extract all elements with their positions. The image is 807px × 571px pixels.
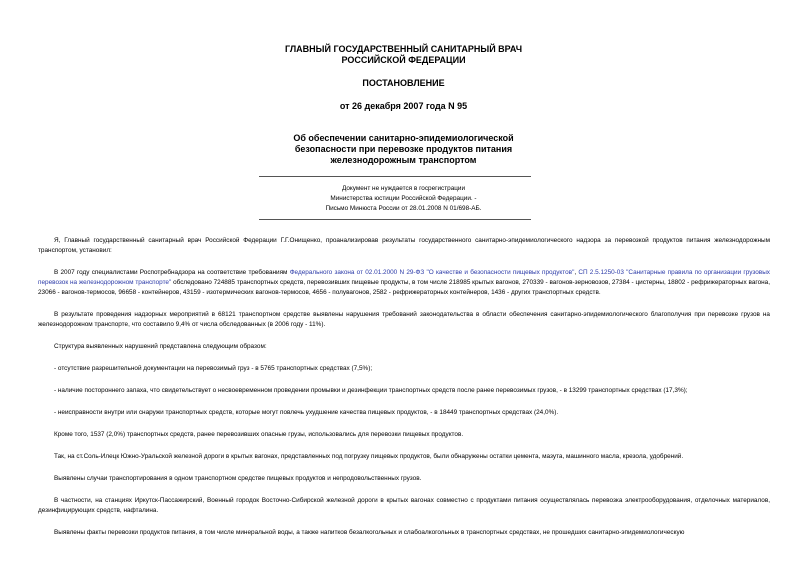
paragraph-sol-iletsk: Так, на ст.Соль-Илецк Южно-Уральской железной дороги в крытых вагонах, представленных под погрузку пищевых продуктов, были обнаружены остатки цемента, мазута, машинного масла, крезола, удобрений. <box>54 453 684 460</box>
paragraph-irkutsk: В частности, на станциях Иркутск-Пассажирский, Военный городок Восточно-Сибирской железной дороги в крытых вагонах совместно с продуктами питания осуществлялась перевозка электрооборудования, отделочных материалов, дезинфицирующих средств, нафталина. <box>38 497 770 514</box>
registration-note-line-1: Документ не нуждается в госрегистрации <box>341 185 466 192</box>
paragraph-violations-structure: Структура выявленных нарушений представлена следующим образом: <box>54 343 267 350</box>
list-item-foreign-odor: - наличие постороннего запаха, что свидетельствует о несвоевременном проведении промывки и дезинфекции транспортных средств после ранее перевозимых грузов, - в 13299 транспортных средствах (17,3%); <box>54 387 688 394</box>
paragraph-beverages: Выявлены факты перевозки продуктов питания, в том числе минеральной воды, а также напитков безалкогольных и слабоалкогольных в транспортных средствах, не прошедших санитарно-эпидемиологическую <box>54 529 685 536</box>
paragraph-hazardous-cargo: Кроме того, 1537 (2,0%) транспортных средств, ранее перевозивших опасные грузы, использовались для перевозки пищевых продуктов. <box>54 431 464 438</box>
list-item-no-documentation: - отсутствие разрешительной документации на перевозимый груз - в 5765 транспортных средствах (7,5%); <box>54 365 373 372</box>
paragraph-violations-found: В результате проведения надзорных мероприятий в 68121 транспортном средстве выявлены нарушения требований законодательства в области обеспечения санитарно-эпидемиологического благополучия при перевозке грузов на железнодорожном транспорте, что составило 9,4% от числа обследованных (в 2006 году - 11%). <box>38 311 770 328</box>
document-title <box>0 133 807 166</box>
paragraph-inspection-stats <box>38 268 770 298</box>
registration-note <box>0 184 807 214</box>
divider-top <box>259 176 531 177</box>
registration-note-line-2: Министерства юстиции Российской Федерации. - <box>330 195 477 202</box>
paragraph-text: В 2007 году специалистами Роспотребнадзора на соответствие требованиям <box>54 269 290 276</box>
document-type: ПОСТАНОВЛЕНИЕ <box>362 78 445 88</box>
authority-line-1: ГЛАВНЫЙ ГОСУДАРСТВЕННЫЙ САНИТАРНЫЙ ВРАЧ <box>284 44 523 54</box>
sanitary-rules-link[interactable]: СП 2.5.1250-03 "Санитарные правила по организации грузовых перевозок на железнодорожном транспорте" <box>38 269 770 286</box>
document-date-number: от 26 декабря 2007 года N 95 <box>339 101 468 111</box>
registration-note-line-3: Письмо Минюста России от 28.01.2008 N 01/698-АБ. <box>325 205 482 212</box>
title-line-2: безопасности при перевозке продуктов питания <box>294 144 513 154</box>
federal-law-link[interactable]: Федерального закона от 02.01.2000 N 29-ФЗ "О качестве и безопасности пищевых продуктов" <box>289 269 575 276</box>
title-line-1: Об обеспечении санитарно-эпидемиологической <box>293 133 514 143</box>
paragraph-mixed-transport: Выявлены случаи транспортирования в одном транспортном средстве пищевых продуктов и непродовольственных грузов. <box>54 475 422 482</box>
document-body <box>38 236 770 550</box>
divider-bottom <box>259 219 531 220</box>
title-line-3: железнодорожным транспортом <box>330 155 477 165</box>
issuing-authority <box>0 44 807 66</box>
link-separator: , <box>574 269 579 276</box>
paragraph-text: обследовано 724885 транспортных средств, перевозивших пищевые продукты, в том числе 218985 крытых вагонов, 270339 - вагонов-зерновозов, 27384 - цистерны, 18802 - рефрижераторных вагона, 23066 - вагонов-термосов, 96658 - контейнеров, 43159 - изотермических вагонов-термосов, 4656 - полувагонов, 2582 - рефрижераторных контейнеров, 1436 - других транспортных средств. <box>38 279 770 296</box>
list-item-malfunctions: - неисправности внутри или снаружи транспортных средств, которые могут повлечь ухудшение качества пищевых продуктов, - в 18449 транспортных средствах (24,0%). <box>54 409 559 416</box>
paragraph-preamble: Я, Главный государственный санитарный врач Российской Федерации Г.Г.Онищенко, проанализировав результаты государственного санитарно-эпидемиологического надзора за перевозкой продуктов питания железнодорожным транспортом, установил: <box>38 237 770 254</box>
authority-line-2: РОССИЙСКОЙ ФЕДЕРАЦИИ <box>341 55 466 65</box>
